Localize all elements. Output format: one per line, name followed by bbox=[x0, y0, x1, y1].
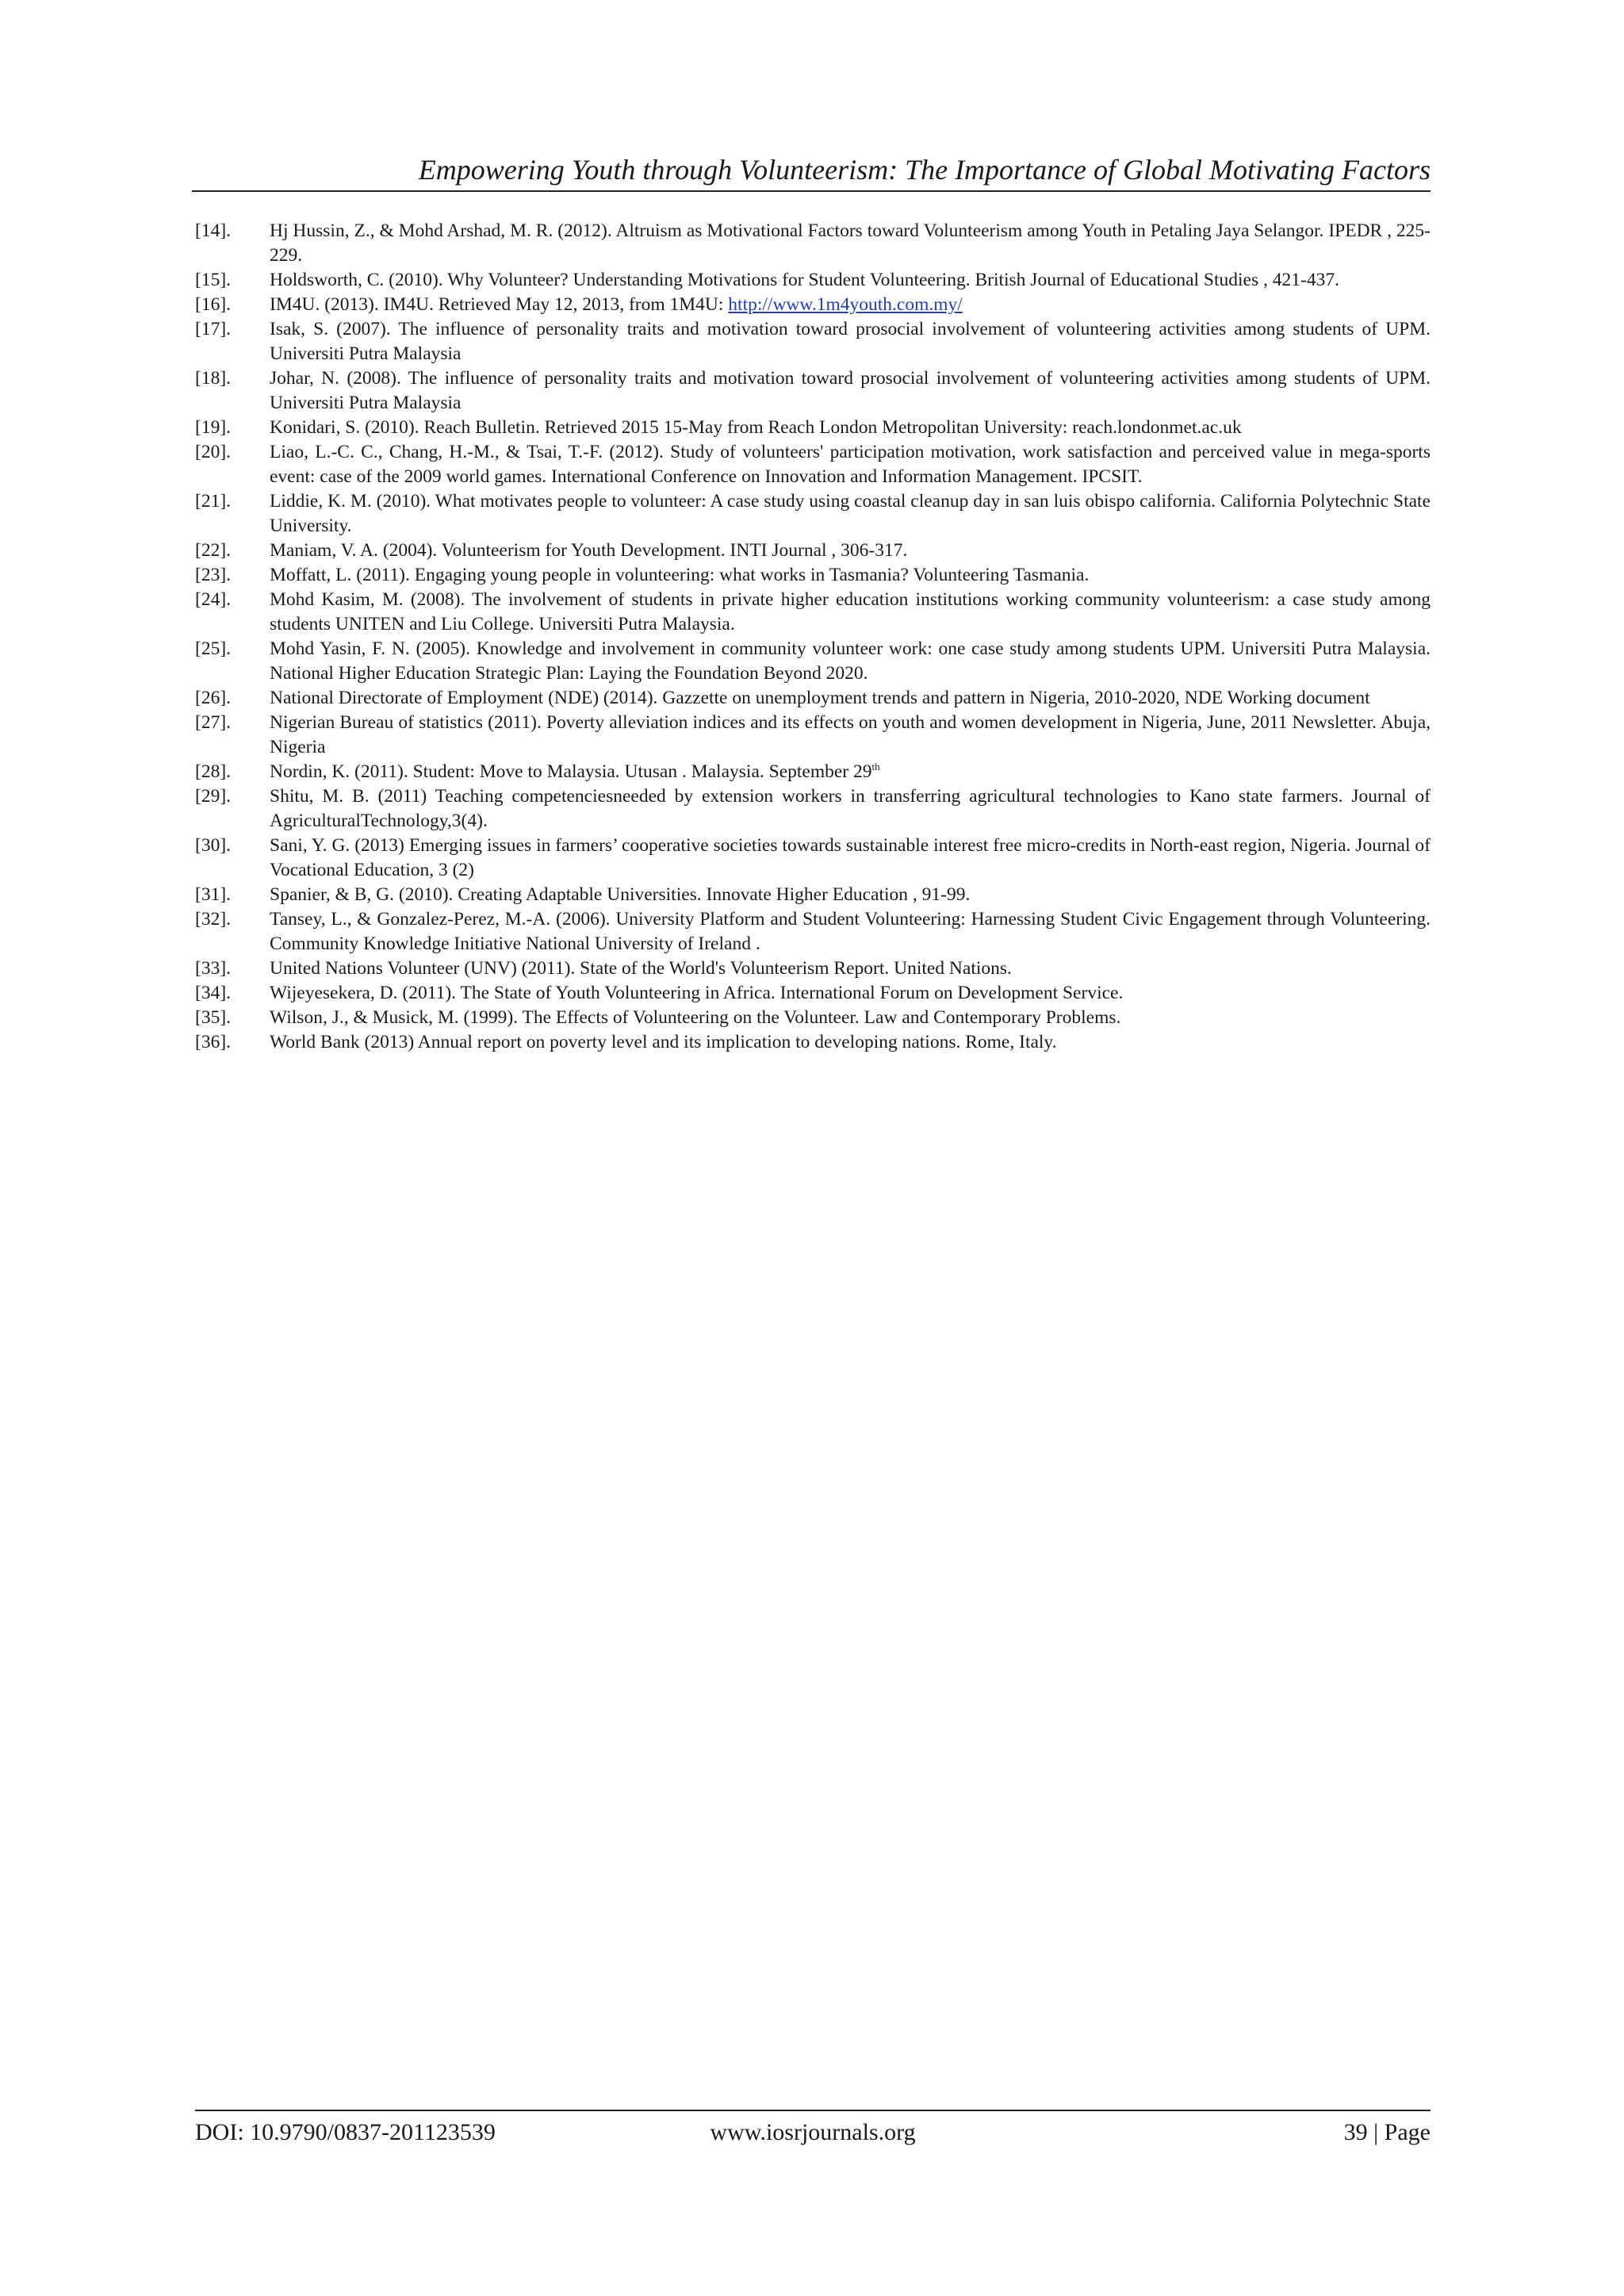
reference-text-block bbox=[270, 219, 1431, 268]
reference-item bbox=[195, 834, 1431, 883]
reference-text: National Directorate of Employment (NDE) (2014). Gazzette on unemployment trends and pattern in Nigeria, 2010-2020, NDE Working document bbox=[270, 688, 1370, 708]
reference-text: Johar, N. (2008). The influence of personality traits and motivation toward prosocial involvement of volunteering activities among students of UPM. Universiti Putra Malaysia bbox=[270, 368, 1431, 413]
reference-item bbox=[195, 366, 1431, 416]
reference-number: [34]. bbox=[195, 983, 232, 1003]
reference-text-block bbox=[270, 366, 1431, 416]
reference-text: Liao, L.-C. C., Chang, H.-M., & Tsai, T.-F. (2012). Study of volunteers' participation motivation, work satisfaction and perceived value in mega-sports event: case of the 2009 world games. International Conference on Innovation and Information Management. IPCSIT. bbox=[270, 442, 1431, 487]
reference-text: Konidari, S. (2010). Reach Bulletin. Retrieved 2015 15-May from Reach London Metropolitan University: reach.londonmet.ac.uk bbox=[270, 417, 1242, 438]
reference-text-block bbox=[270, 563, 1431, 588]
reference-number: [19]. bbox=[195, 417, 232, 438]
running-header bbox=[192, 151, 1431, 192]
reference-text-block bbox=[270, 711, 1431, 760]
reference-text: Moffatt, L. (2011). Engaging young people in volunteering: what works in Tasmania? Volunteering Tasmania. bbox=[270, 565, 1090, 585]
reference-text: IM4U. (2013). IM4U. Retrieved May 12, 2013, from 1M4U: bbox=[270, 294, 729, 315]
reference-number: [22]. bbox=[195, 540, 232, 561]
reference-number: [29]. bbox=[195, 786, 232, 807]
reference-item bbox=[195, 219, 1431, 268]
reference-text: Isak, S. (2007). The influence of personality traits and motivation toward prosocial involvement of volunteering activities among students of UPM. Universiti Putra Malaysia bbox=[270, 319, 1431, 364]
reference-item bbox=[195, 686, 1431, 711]
reference-item bbox=[195, 1006, 1431, 1030]
reference-text-block bbox=[270, 588, 1431, 637]
footer-doi: DOI: 10.9790/0837-201123539 bbox=[195, 2119, 496, 2145]
reference-text-block bbox=[270, 956, 1431, 981]
reference-text-block bbox=[270, 489, 1431, 539]
reference-text: Hj Hussin, Z., & Mohd Arshad, M. R. (2012). Altruism as Motivational Factors toward Volunteerism among Youth in Petaling Jaya Selangor. IPEDR , 225-229. bbox=[270, 220, 1431, 266]
reference-text-block bbox=[270, 1030, 1431, 1055]
reference-number: [18]. bbox=[195, 368, 232, 389]
reference-superscript: th bbox=[871, 761, 880, 772]
reference-item bbox=[195, 784, 1431, 834]
reference-item bbox=[195, 539, 1431, 563]
reference-text-block bbox=[270, 637, 1431, 686]
page-footer bbox=[195, 2110, 1431, 2148]
reference-link[interactable]: http://www.1m4youth.com.my/ bbox=[728, 294, 963, 315]
reference-item bbox=[195, 416, 1431, 440]
reference-number: [27]. bbox=[195, 712, 232, 733]
reference-item bbox=[195, 883, 1431, 907]
footer-website: www.iosrjournals.org bbox=[710, 2119, 916, 2145]
reference-number: [28]. bbox=[195, 761, 232, 782]
reference-text-block bbox=[270, 440, 1431, 489]
reference-text-block bbox=[270, 293, 1431, 317]
reference-number: [21]. bbox=[195, 491, 232, 512]
reference-text: Nigerian Bureau of statistics (2011). Poverty alleviation indices and its effects on youth and women development in Nigeria, June, 2011 Newsletter. Abuja, Nigeria bbox=[270, 712, 1431, 757]
reference-text-block bbox=[270, 268, 1431, 293]
reference-text: Wijeyesekera, D. (2011). The State of Youth Volunteering in Africa. International Forum on Development Service. bbox=[270, 983, 1124, 1003]
reference-text-block bbox=[270, 416, 1431, 440]
reference-text: United Nations Volunteer (UNV) (2011). State of the World's Volunteerism Report. United Nations. bbox=[270, 958, 1012, 979]
reference-text: Sani, Y. G. (2013) Emerging issues in farmers’ cooperative societies towards sustainable interest free micro-credits in North-east region, Nigeria. Journal of Vocational Education, 3 (2) bbox=[270, 835, 1431, 880]
reference-item bbox=[195, 563, 1431, 588]
reference-item bbox=[195, 956, 1431, 981]
reference-text-block bbox=[270, 907, 1431, 956]
reference-number: [32]. bbox=[195, 909, 232, 930]
reference-number: [17]. bbox=[195, 319, 232, 339]
running-header-title: Empowering Youth through Volunteerism: The Importance of Global Motivating Factors bbox=[418, 154, 1431, 186]
reference-text-block bbox=[270, 883, 1431, 907]
reference-text: Spanier, & B, G. (2010). Creating Adaptable Universities. Innovate Higher Education , 91-99. bbox=[270, 884, 971, 905]
reference-text-block bbox=[270, 686, 1431, 711]
reference-number: [36]. bbox=[195, 1032, 232, 1052]
reference-item bbox=[195, 588, 1431, 637]
reference-number: [23]. bbox=[195, 565, 232, 585]
reference-number: [14]. bbox=[195, 220, 232, 241]
reference-number: [31]. bbox=[195, 884, 232, 905]
reference-text: Mohd Kasim, M. (2008). The involvement of students in private higher education institutions working community volunteerism: a case study among students UNITEN and Liu College. Universiti Putra Malaysia. bbox=[270, 589, 1431, 634]
reference-number: [24]. bbox=[195, 589, 232, 610]
reference-item bbox=[195, 907, 1431, 956]
reference-number: [15]. bbox=[195, 270, 232, 290]
reference-text-block bbox=[270, 981, 1431, 1006]
reference-text: Tansey, L., & Gonzalez-Perez, M.-A. (2006). University Platform and Student Volunteering: Harnessing Student Civic Engagement through Volunteering. Community Knowledge Initiative National University of Ireland . bbox=[270, 909, 1431, 954]
reference-text: Shitu, M. B. (2011) Teaching competenciesneeded by extension workers in transferring agricultural technologies to Kano state farmers. Journal of AgriculturalTechnology,3(4). bbox=[270, 786, 1431, 831]
reference-text: Nordin, K. (2011). Student: Move to Malaysia. Utusan . Malaysia. September 29 bbox=[270, 761, 872, 782]
reference-text: Mohd Yasin, F. N. (2005). Knowledge and involvement in community volunteer work: one case study among students UPM. Universiti Putra Malaysia. National Higher Education Strategic Plan: Laying the Foundation Beyond 2020. bbox=[270, 638, 1431, 684]
reference-text-block bbox=[270, 317, 1431, 366]
reference-item bbox=[195, 1030, 1431, 1055]
reference-text-block bbox=[270, 1006, 1431, 1030]
reference-list bbox=[195, 219, 1431, 1055]
reference-text: Wilson, J., & Musick, M. (1999). The Effects of Volunteering on the Volunteer. Law and Contemporary Problems. bbox=[270, 1007, 1121, 1028]
reference-item bbox=[195, 317, 1431, 366]
reference-number: [16]. bbox=[195, 294, 232, 315]
reference-text: Holdsworth, C. (2010). Why Volunteer? Understanding Motivations for Student Volunteering. British Journal of Educational Studies , 421-437. bbox=[270, 270, 1339, 290]
footer-page-number: 39 | Page bbox=[1343, 2119, 1431, 2145]
reference-item bbox=[195, 293, 1431, 317]
reference-text-block bbox=[270, 784, 1431, 834]
reference-number: [30]. bbox=[195, 835, 232, 856]
reference-text-block bbox=[270, 760, 1431, 784]
reference-text: Liddie, K. M. (2010). What motivates people to volunteer: A case study using coastal cleanup day in san luis obispo california. California Polytechnic State University. bbox=[270, 491, 1431, 536]
reference-item bbox=[195, 760, 1431, 784]
reference-text-block bbox=[270, 834, 1431, 883]
reference-item bbox=[195, 440, 1431, 489]
reference-item bbox=[195, 711, 1431, 760]
reference-number: [26]. bbox=[195, 688, 232, 708]
reference-text: Maniam, V. A. (2004). Volunteerism for Youth Development. INTI Journal , 306-317. bbox=[270, 540, 908, 561]
reference-item bbox=[195, 637, 1431, 686]
reference-number: [20]. bbox=[195, 442, 232, 462]
reference-text-block bbox=[270, 539, 1431, 563]
reference-number: [35]. bbox=[195, 1007, 232, 1028]
reference-item bbox=[195, 268, 1431, 293]
reference-text: World Bank (2013) Annual report on poverty level and its implication to developing nations. Rome, Italy. bbox=[270, 1032, 1057, 1052]
reference-item bbox=[195, 489, 1431, 539]
reference-item bbox=[195, 981, 1431, 1006]
reference-number: [33]. bbox=[195, 958, 232, 979]
reference-number: [25]. bbox=[195, 638, 232, 659]
